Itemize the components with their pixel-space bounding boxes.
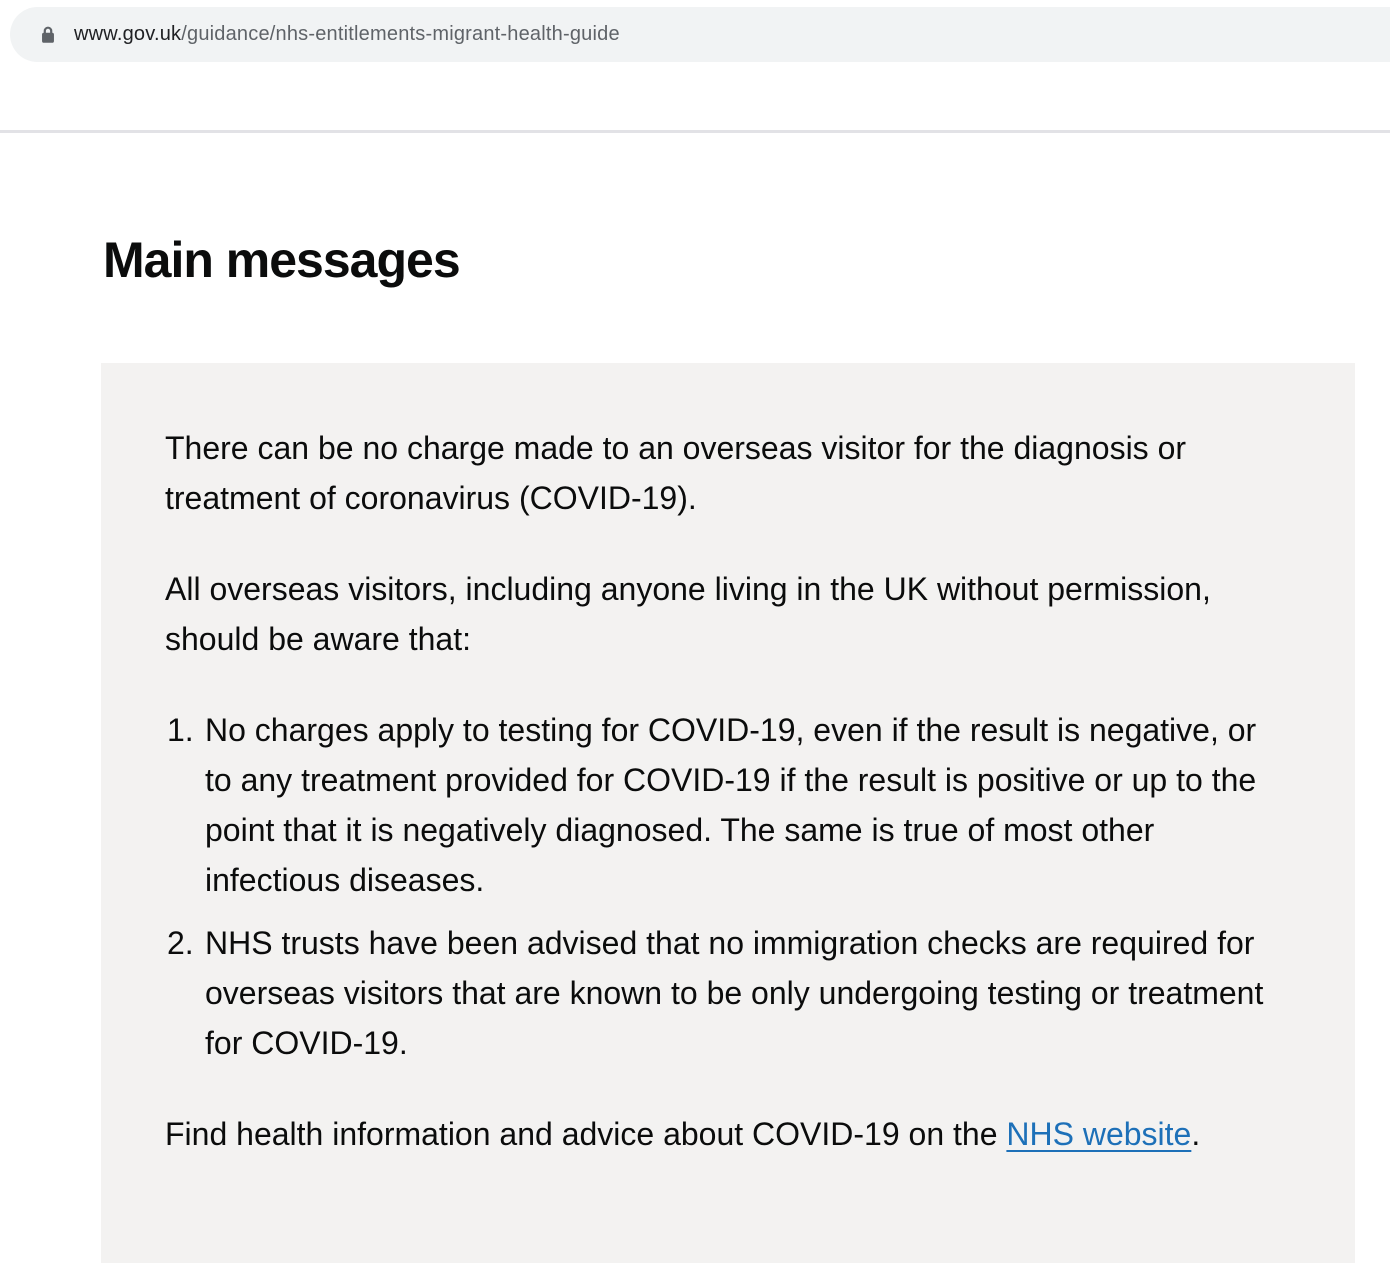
list-item-text: No charges apply to testing for COVID-19, even if the result is negative, or to any treatment provided for COVID-19 if the result is positive or up to the point that it is negatively diagnosed. The same is true of most other infectious diseases. <box>205 712 1256 898</box>
browser-chrome <box>0 0 1390 131</box>
paragraph-text: . <box>1191 1116 1200 1152</box>
list-item-text: NHS trusts have been advised that no immigration checks are required for overseas visitors that are known to be only undergoing testing or treatment for COVID-19. <box>205 925 1263 1061</box>
numbered-list <box>165 705 1275 1068</box>
page-title: Main messages <box>103 231 1390 289</box>
url-text[interactable] <box>74 23 620 46</box>
list-item <box>165 705 1275 905</box>
main-content <box>0 133 1390 1194</box>
paragraph-overseas-visitors: All overseas visitors, including anyone living in the UK without permission, should be aware that: <box>165 564 1235 664</box>
nhs-website-link[interactable]: NHS website <box>1006 1116 1191 1152</box>
address-bar[interactable] <box>10 7 1390 62</box>
list-item <box>165 918 1275 1068</box>
lock-icon[interactable] <box>37 22 59 48</box>
summary-box <box>101 363 1355 1263</box>
paragraph-find-info <box>165 1109 1235 1159</box>
url-path: /guidance/nhs-entitlements-migrant-health-guide <box>181 23 620 45</box>
summary-box-inner <box>165 423 1275 1159</box>
list-item-number: 1. <box>167 705 194 755</box>
url-domain: www.gov.uk <box>74 23 181 45</box>
paragraph-text: Find health information and advice about COVID-19 on the <box>165 1116 1006 1152</box>
list-item-number: 2. <box>167 918 194 968</box>
paragraph-no-charge: There can be no charge made to an overseas visitor for the diagnosis or treatment of coronavirus (COVID-19). <box>165 423 1235 523</box>
